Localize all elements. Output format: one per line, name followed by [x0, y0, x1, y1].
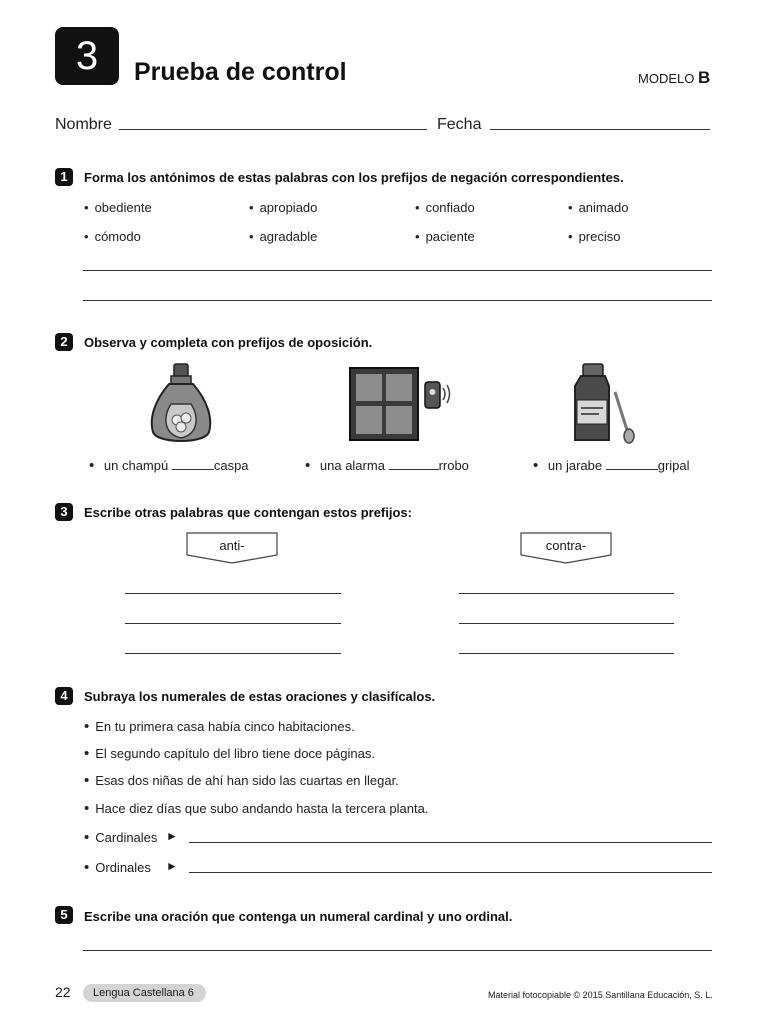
question-2-text: Observa y completa con prefijos de oposición. [84, 335, 373, 350]
question-3-number: 3 [55, 503, 73, 521]
syrup-bottle-icon [569, 362, 641, 446]
model-letter: B [697, 68, 711, 87]
question-1-number: 1 [55, 168, 73, 186]
q3-answer-line[interactable] [459, 653, 674, 654]
q2-item-after: rrobo [438, 458, 469, 473]
q1-word: • cómodo [84, 229, 141, 244]
q2-item-before: un champú [103, 458, 169, 473]
q2-item-after: gripal [657, 458, 690, 473]
model-text: MODELO [638, 71, 695, 86]
prefix-tag-label: anti- [219, 538, 245, 553]
q4-sentence: • En tu primera casa había cinco habitaciones. [84, 718, 355, 735]
question-4-text: Subraya los numerales de estas oraciones y clasifícalos. [84, 689, 436, 704]
q1-word: • animado [568, 200, 628, 215]
q4-sentence: • Esas dos niñas de ahí han sido las cuartas en llegar. [84, 772, 399, 789]
question-1-text: Forma los antónimos de estas palabras con los prefijos de negación correspondientes. [84, 170, 624, 185]
q2-blank[interactable] [172, 469, 214, 470]
date-field-line[interactable] [490, 129, 710, 130]
prefix-tag-label: contra- [545, 538, 587, 553]
arrow-right-icon: ► [166, 859, 178, 873]
name-field-line[interactable] [119, 129, 427, 130]
question-5-text: Escribe una oración que contenga un numeral cardinal y uno ordinal. [84, 909, 513, 924]
prefix-tag-contra [520, 532, 612, 564]
q3-answer-line[interactable] [125, 623, 341, 624]
q1-word: • confiado [415, 200, 475, 215]
q4-sentence: • Hace diez días que subo andando hasta la tercera planta. [84, 800, 428, 817]
q1-word: • preciso [568, 229, 620, 244]
q2-blank[interactable] [606, 469, 658, 470]
ordinales-answer-line[interactable] [189, 872, 712, 873]
date-label: Fecha [437, 116, 482, 133]
q5-answer-line[interactable] [83, 950, 712, 951]
model-label [638, 68, 710, 88]
q1-word: • paciente [415, 229, 475, 244]
q4-sentence: • El segundo capítulo del libro tiene doce páginas. [84, 745, 375, 762]
question-4-number: 4 [55, 687, 73, 705]
q2-item [305, 457, 469, 474]
page-number: 22 [55, 984, 71, 1000]
q2-item-before: una alarma [319, 458, 385, 473]
arrow-right-icon: ► [166, 829, 178, 843]
q2-item [533, 457, 690, 474]
copyright-notice: Material fotocopiable © 2015 Santillana Educación, S. L. [488, 990, 713, 1000]
q1-answer-line[interactable] [83, 300, 712, 301]
cardinales-label: • Cardinales [84, 829, 157, 846]
ordinales-label: • Ordinales [84, 859, 151, 876]
question-5-number: 5 [55, 906, 73, 924]
q2-item [89, 457, 249, 474]
prefix-tag-anti [186, 532, 278, 564]
q3-answer-line[interactable] [459, 623, 674, 624]
book-title-tag: Lengua Castellana 6 [83, 984, 206, 1002]
q2-item-after: caspa [213, 458, 249, 473]
name-label: Nombre [55, 116, 112, 133]
shampoo-bottle-icon [145, 360, 217, 446]
q1-answer-line[interactable] [83, 270, 712, 271]
question-3-text: Escribe otras palabras que contengan estos prefijos: [84, 505, 412, 520]
q3-answer-line[interactable] [459, 593, 674, 594]
unit-number-badge: 3 [55, 27, 119, 85]
q2-item-before: un jarabe [547, 458, 603, 473]
q1-word: • agradable [249, 229, 317, 244]
q1-word: • apropiado [249, 200, 317, 215]
window-alarm-icon [348, 366, 454, 442]
question-2-number: 2 [55, 333, 73, 351]
q2-blank[interactable] [389, 469, 439, 470]
cardinales-answer-line[interactable] [189, 842, 712, 843]
q3-answer-line[interactable] [125, 653, 341, 654]
q1-word: • obediente [84, 200, 152, 215]
page-title: Prueba de control [134, 58, 347, 86]
q3-answer-line[interactable] [125, 593, 341, 594]
